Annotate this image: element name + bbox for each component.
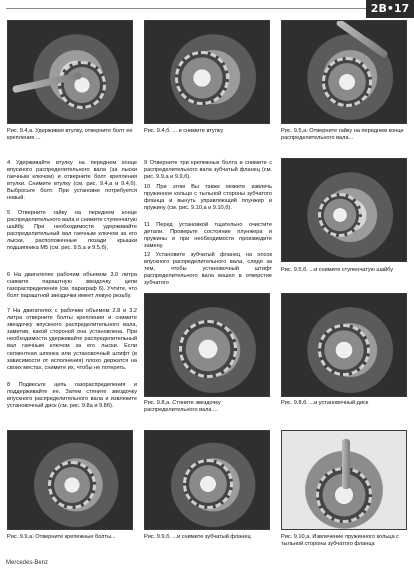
photo-fig-9-4b (144, 20, 270, 124)
washer-shape (318, 193, 362, 237)
sprocket-shape (179, 320, 237, 378)
caption-fig-9-5a: Рис. 9.5,а. Отверните гайку на переднем конце распределительного вала... (281, 128, 404, 141)
wrench-shape (335, 20, 388, 59)
caption-fig-9-4b: Рис. 9.4,б. ... и снимите втулку (144, 128, 224, 134)
photo-fig-9-8a (144, 293, 270, 397)
paragraph-6: 6 На двигателях рабочим объемом 3.0 литра снимите параштную звездочку цепи газораспределения (см. параграф 6). Учтите, что болт параштной звездочки имеет левую резьбу. (7, 272, 137, 300)
paragraph-7: 7 На двигателях с рабочим объемом 2.8 и 3.2 литра отверните болты крепления и снимите звездочку впускного распределительного вала, заметив, какой стороной она установлена. При необходимости удерживайте распределительный вал гаечным ключом за его лыски. Если сегментная шпонка или установочный штифт (в зависимости от исполнения) плохо держатся на своих местах, снимите их, чтобы не потерять. (7, 308, 137, 371)
paragraph-9: 9 Отверните три крепежных болта и снимите с распределительного вала зубчатый фланец (см. рис. 9.9,а и 9.9,б). (144, 160, 272, 181)
paragraph-5: 5 Отверните гайку на переднем конце распределительного вала и снимите ступенчатую шайбу. При необходимости удерживайте распределительный вал гаечным ключом за его лыски, расположенные позади крышки подшипника М5 (см. рис. 9.5,а и 9.5,б). (7, 210, 137, 252)
caption-fig-9-5b: Рис. 9.5,б. ...и снимите ступенчатую шайбу (281, 267, 394, 273)
paragraph-10: 10 При этом Вы также можете извлечь пружинное кольцо с тыльной стороны зубчатого фланца и вынуть управляющий плунжер и пружину (см. рис. 9.10,а и 9.10,б). (144, 184, 272, 212)
sprocket-shape (58, 61, 106, 109)
caption-fig-9-4a: Рис. 9.4,а. Удерживая втулку, отверните болт ее крепления ... (7, 128, 133, 141)
photo-fig-9-4a (7, 20, 133, 124)
page-number: 2B•17 (366, 0, 414, 18)
caption-fig-9-9b: Рис. 9.9,б. ...и снимите зубчатый фланец (144, 534, 251, 540)
footer-brand: Mercedes-Benz (6, 560, 49, 566)
photo-fig-9-9a (7, 430, 133, 530)
photo-fig-9-8b (281, 293, 407, 397)
paragraph-4: 4 Удерживайте втулку на переднем конце впускного распределительного вала (за лыски гаечным ключом) и отверните болт крепления втулки. Снимите втулку (см. рис. 9.4,а и 9.4,б). Выбросьте болт. При установке потребуется новый. (7, 160, 137, 202)
caption-fig-9-9a: Рис. 9.9,а. Отверните крепежные болты... (7, 534, 116, 540)
top-rule (6, 8, 366, 9)
flange-shape (48, 461, 96, 509)
sprocket-shape (322, 57, 372, 107)
disc-shape (318, 324, 370, 376)
caption-fig-9-10a: Рис. 9.10,а. Извлечение пружинного кольца с тыльной стороны зубчатого фланца (281, 534, 399, 547)
flange-shape (183, 459, 233, 509)
paragraph-11: 11 Перед установкой тщательно очистите детали. Проверьте состояние плунжера и пружины и при необходимости произведите замену. (144, 222, 272, 250)
photo-fig-9-5a (281, 20, 407, 124)
pliers-shape (342, 439, 350, 489)
paragraph-12: 12 Установите зубчатый фланец на носок впускного распределительного вала, следя за тем, чтобы установочный штифт распределительного вала вошел в отверстие зубчатого (144, 252, 272, 287)
caption-fig-9-8a: Рис. 9.8,а. Стяните звездочку распределительного вала ... (144, 400, 221, 413)
photo-fig-9-5b (281, 158, 407, 262)
photo-fig-9-9b (144, 430, 270, 530)
paragraph-8: 8 Подвесьте цепь газораспределения и поддерживайте ее. Затем стяните звездочку впускного распределительного вала и извлеките установочный диск (см. рис. 9.8а и 9.8б). (7, 382, 137, 410)
caption-fig-9-8b: Рис. 9.8,б. ...и установочный диск (281, 400, 369, 406)
photo-fig-9-10a (281, 430, 407, 530)
sprocket-shape (175, 51, 229, 105)
